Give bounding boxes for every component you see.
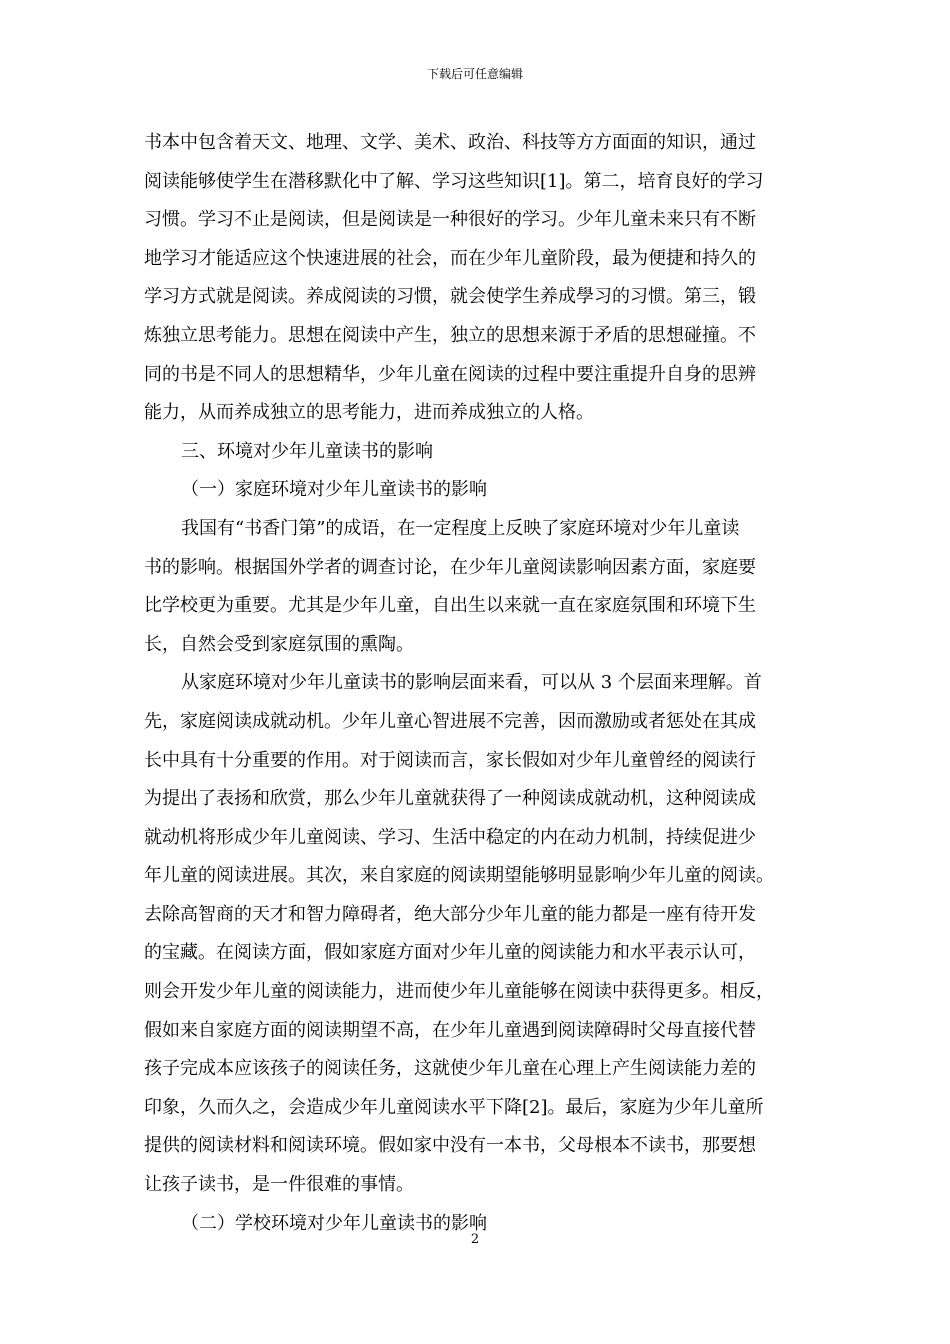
text-line: 比学校更为重要。尤其是少年儿童，自出生以来就一直在家庭氛围和环境下生 [144, 595, 756, 617]
text-line: 学习方式就是阅读。养成阅读的习惯，就会使学生养成學习的习惯。第三，锻 [144, 286, 756, 308]
text-line: 阅读能够使学生在潜移默化中了解、学习这些知识[1]。第二，培育良好的学习 [144, 170, 764, 192]
text-line: 书本中包含着天文、地理、文学、美术、政治、科技等方方面面的知识，通过 [144, 132, 756, 153]
text-line: 书的影响。根据国外学者的调查讨论，在少年儿童阅读影响因素方面，家庭要 [144, 556, 756, 578]
text-line: 地学习才能适应这个快速进展的社会，而在少年儿童阶段，最为便捷和持久的 [144, 247, 756, 269]
text-line: 为提出了表扬和欣赏，那么少年儿童就获得了一种阅读成就动机，这种阅读成 [144, 788, 756, 810]
text-line: 长，自然会受到家庭氛围的熏陶。 [144, 633, 414, 655]
text-line: 去除高智商的天才和智力障碍者，绝大部分少年儿童的能力都是一座有待开发 [144, 903, 756, 925]
text-line: 让孩子读书，是一件很难的事情。 [144, 1174, 414, 1196]
text-line: （二）学校环境对少年儿童读书的影响 [181, 1212, 487, 1234]
text-line: 就动机将形成少年儿童阅读、学习、生活中稳定的内在动力机制，持续促进少 [144, 826, 756, 848]
text-line: 则会开发少年儿童的阅读能力，进而使少年儿童能够在阅读中获得更多。相反， [144, 981, 774, 1003]
text-line: 习惯。学习不止是阅读，但是阅读是一种很好的学习。少年儿童未来只有不断 [144, 209, 756, 231]
text-line: 印象，久而久之，会造成少年儿童阅读水平下降[2]。最后，家庭为少年儿童所 [144, 1096, 764, 1118]
text-line: 孩子完成本应该孩子的阅读任务，这就使少年儿童在心理上产生阅读能力差的 [144, 1058, 756, 1080]
text-line: 三、环境对少年儿童读书的影响 [181, 440, 433, 462]
text-line: 我国有“书香门第”的成语，在一定程度上反映了家庭环境对少年儿童读 [181, 517, 740, 539]
text-line: （一）家庭环境对少年儿童读书的影响 [181, 479, 487, 501]
text-line: 炼独立思考能力。思想在阅读中产生，独立的思想来源于矛盾的思想碰撞。不 [144, 324, 756, 346]
text-line: 年儿童的阅读进展。其次，来自家庭的阅读期望能够明显影响少年儿童的阅读。 [144, 865, 774, 887]
text-line: 的宝藏。在阅读方面，假如家庭方面对少年儿童的阅读能力和水平表示认可， [144, 942, 756, 964]
text-line: 从家庭环境对少年儿童读书的影响层面来看，可以从 3 个层面来理解。首 [181, 672, 762, 694]
text-line: 长中具有十分重要的作用。对于阅读而言，家长假如对少年儿童曾经的阅读行 [144, 749, 756, 771]
text-line: 提供的阅读材料和阅读环境。假如家中没有一本书，父母根本不读书，那要想 [144, 1135, 756, 1157]
text-line: 能力，从而养成独立的思考能力，进而养成独立的人格。 [144, 402, 594, 424]
text-line: 先，家庭阅读成就动机。少年儿童心智进展不完善，因而激励或者惩处在其成 [144, 710, 756, 732]
page-number: 2 [470, 1232, 480, 1247]
page-header: 下载后可任意编辑 [426, 67, 523, 81]
document-body [144, 124, 816, 1243]
text-line: 假如来自家庭方面的阅读期望不高，在少年儿童遇到阅读障碍时父母直接代替 [144, 1019, 756, 1041]
text-line: 同的书是不同人的思想精华，少年儿童在阅读的过程中要注重提升自身的思辨 [144, 363, 756, 385]
